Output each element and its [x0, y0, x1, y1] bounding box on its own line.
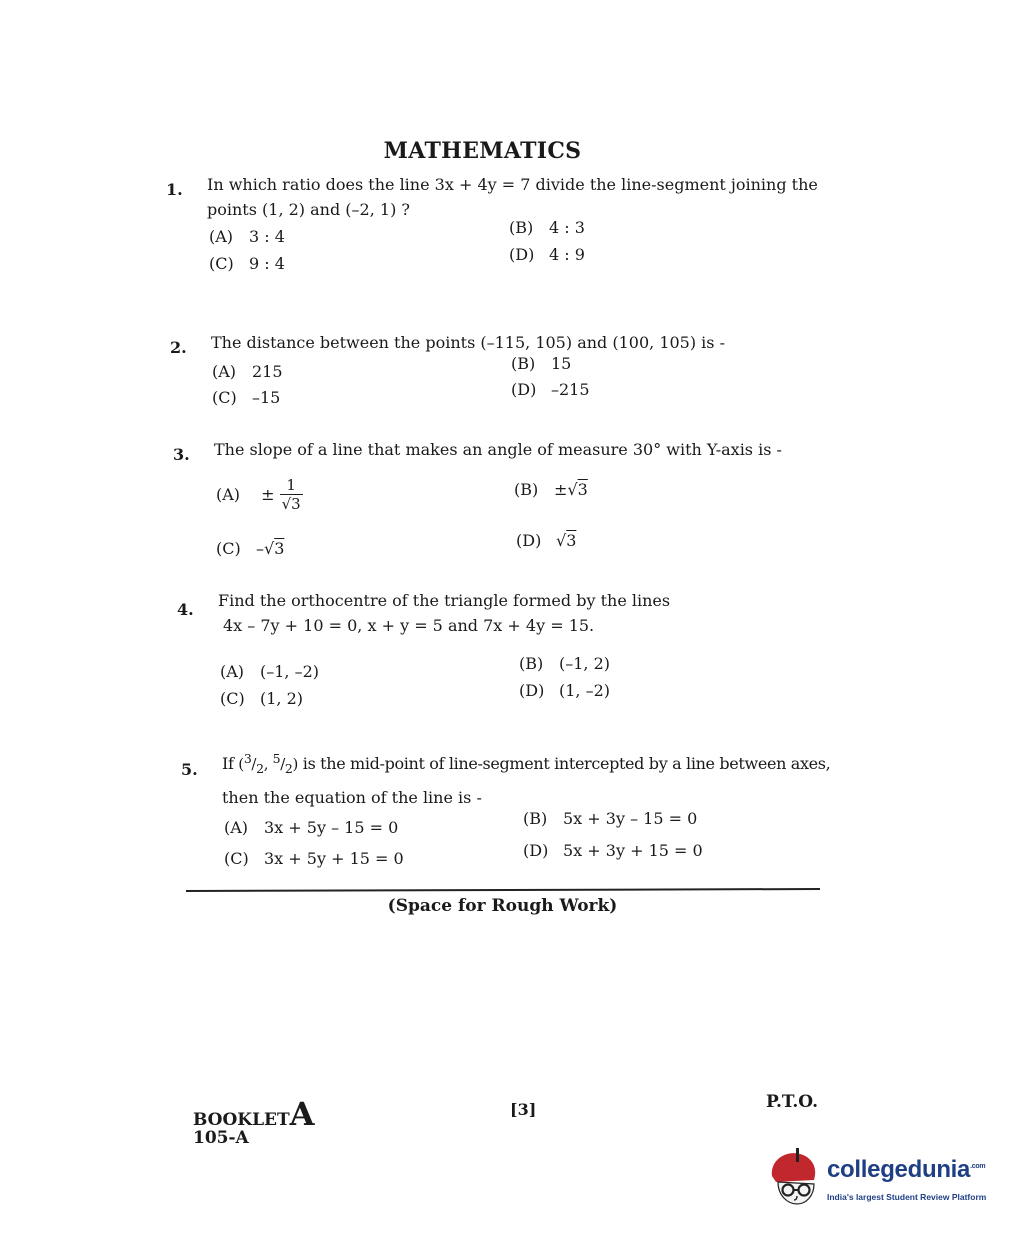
- midpoint: ($^3/_2$, $^5/_2$): [238, 751, 299, 776]
- q2-option-c[interactable]: [212, 388, 280, 407]
- paren-close: ): [292, 755, 299, 773]
- question-1-line-2: points (1, 2) and (–2, 1) ?: [207, 200, 410, 219]
- question-1-text: [207, 172, 818, 222]
- sqrt-symbol: √: [264, 539, 275, 558]
- collegedunia-logo-icon: [766, 1146, 828, 1208]
- q1-option-b[interactable]: [509, 218, 585, 237]
- question-4-line-2: 4x – 7y + 10 = 0, x + y = 5 and 7x + 4y = 15.: [223, 616, 595, 635]
- question-1-number: 1.: [166, 180, 183, 199]
- option-label: (B): [509, 218, 534, 237]
- brand-domain: .com: [970, 1163, 986, 1170]
- q5-option-c[interactable]: [224, 849, 404, 868]
- option-value: (1, 2): [260, 689, 304, 708]
- option-label: (D): [509, 245, 535, 264]
- booklet-code: 105-A: [193, 1128, 249, 1148]
- option-value: 5x + 3y – 15 = 0: [563, 809, 698, 828]
- option-label: (C): [209, 254, 234, 273]
- option-value: 4 : 3: [549, 218, 585, 237]
- fraction: [280, 476, 303, 513]
- option-value: 15: [551, 354, 572, 373]
- option-value: 5x + 3y + 15 = 0: [563, 841, 703, 860]
- option-label: (C): [224, 849, 249, 868]
- question-4-text: [218, 588, 670, 638]
- q5-option-d[interactable]: [523, 841, 703, 860]
- option-label: (A): [209, 227, 234, 246]
- option-value: 215: [252, 362, 283, 381]
- option-sign: ±: [554, 480, 568, 499]
- if-word: If: [222, 754, 234, 773]
- option-value: 4 : 9: [549, 245, 585, 264]
- question-5-line-1: is the mid-point of line-segment intercepted by a line between axes,: [302, 754, 831, 773]
- option-value: 3x + 5y – 15 = 0: [264, 818, 399, 837]
- option-sign: ±: [261, 485, 275, 504]
- brand-tagline: India's largest Student Review Platform: [827, 1192, 987, 1202]
- option-label: (C): [212, 388, 237, 407]
- page-number: [3]: [510, 1100, 537, 1119]
- option-label: (B): [519, 654, 544, 673]
- question-4-number: 4.: [177, 600, 194, 619]
- option-label: (A): [224, 818, 249, 837]
- question-5-line-2: then the equation of the line is -: [222, 788, 482, 807]
- option-value: –215: [551, 380, 590, 399]
- question-1-line-1: In which ratio does the line 3x + 4y = 7 divide the line-segment joining the: [207, 175, 818, 194]
- booklet-letter: A: [289, 1095, 315, 1133]
- option-label: (B): [511, 354, 536, 373]
- option-label: (D): [511, 380, 537, 399]
- divider-line: [186, 888, 820, 892]
- radicand: 3: [577, 480, 588, 499]
- q1-option-c[interactable]: [209, 254, 285, 273]
- fraction-numerator: 1: [280, 476, 303, 495]
- sqrt-symbol: √: [281, 495, 292, 513]
- question-2-number: 2.: [170, 338, 187, 357]
- fraction-denominator: [280, 495, 303, 513]
- sqrt-symbol: √: [556, 531, 567, 550]
- option-value: (1, –2): [559, 681, 611, 700]
- frac-num: 3: [243, 751, 252, 766]
- q1-option-d[interactable]: [509, 245, 585, 264]
- q3-option-a[interactable]: [216, 476, 303, 513]
- radicand: 3: [291, 495, 301, 513]
- q2-option-d[interactable]: [511, 380, 590, 399]
- q4-option-b[interactable]: [519, 654, 610, 673]
- q2-option-b[interactable]: [511, 354, 571, 373]
- option-value: 9 : 4: [249, 254, 285, 273]
- question-5-text: [222, 746, 830, 781]
- q1-option-a[interactable]: [209, 227, 285, 246]
- option-label: (D): [516, 531, 542, 550]
- option-label: (D): [523, 841, 549, 860]
- booklet-word: BOOKLET: [193, 1110, 290, 1130]
- radicand: 3: [274, 539, 285, 558]
- rough-work-label: (Space for Rough Work): [387, 896, 618, 916]
- frac-den: 2: [256, 761, 264, 776]
- question-2-text: The distance between the points (–115, 105) and (100, 105) is -: [211, 333, 725, 352]
- brand-name-text: collegedunia: [827, 1156, 971, 1183]
- option-label: (B): [514, 480, 539, 499]
- q5-option-b[interactable]: [523, 809, 697, 828]
- option-value: 3x + 5y + 15 = 0: [264, 849, 404, 868]
- pto-label: P.T.O.: [766, 1092, 818, 1112]
- question-3-text: The slope of a line that makes an angle of measure 30° with Y-axis is -: [214, 440, 782, 459]
- option-label: (A): [216, 485, 241, 504]
- separator: ,: [263, 755, 269, 773]
- option-label: (A): [212, 362, 237, 381]
- option-value: 3 : 4: [249, 227, 285, 246]
- q3-option-d[interactable]: [516, 531, 576, 550]
- brand-name: [827, 1156, 985, 1184]
- option-sign: –: [256, 539, 264, 558]
- q3-option-c[interactable]: [216, 539, 284, 558]
- option-label: (C): [216, 539, 241, 558]
- option-label: (B): [523, 809, 548, 828]
- question-4-line-1: Find the orthocentre of the triangle formed by the lines: [218, 591, 671, 610]
- option-value: (–1, –2): [260, 662, 320, 681]
- question-5-number: 5.: [181, 760, 198, 779]
- q4-option-d[interactable]: [519, 681, 610, 700]
- question-3-number: 3.: [173, 445, 190, 464]
- frac-num: 5: [272, 751, 281, 766]
- paren-open: (: [238, 755, 244, 773]
- sqrt-symbol: √: [567, 480, 578, 499]
- q4-option-c[interactable]: [220, 689, 303, 708]
- option-value: –15: [252, 388, 281, 407]
- option-value: (–1, 2): [559, 654, 611, 673]
- q4-option-a[interactable]: [220, 662, 319, 681]
- option-label: (D): [519, 681, 545, 700]
- option-label: (C): [220, 689, 245, 708]
- option-label: (A): [220, 662, 245, 681]
- q2-option-a[interactable]: [212, 362, 283, 381]
- q5-option-a[interactable]: [224, 818, 398, 837]
- q3-option-b[interactable]: [514, 480, 588, 499]
- radicand: 3: [566, 531, 577, 550]
- page-title: MATHEMATICS: [383, 138, 582, 164]
- frac-den: 2: [284, 761, 293, 776]
